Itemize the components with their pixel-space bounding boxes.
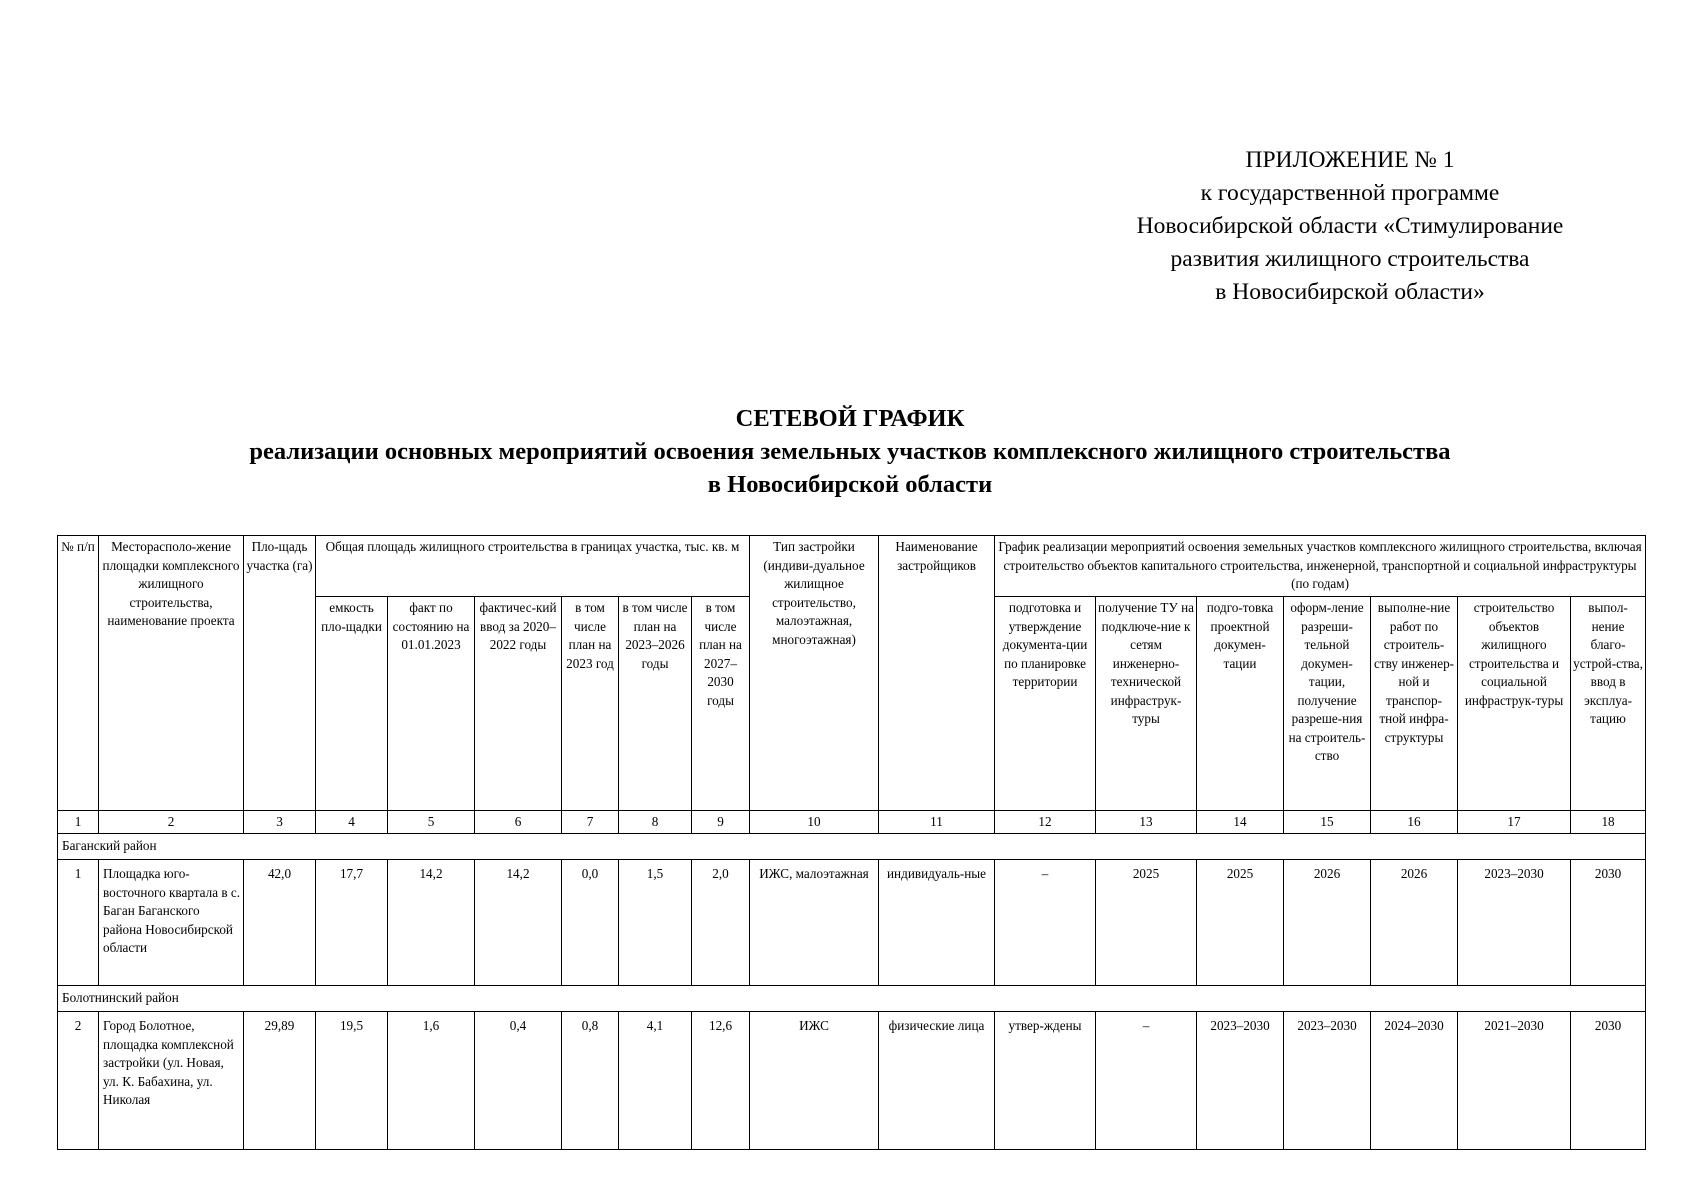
- cell-number: 1: [58, 860, 99, 986]
- header-actual-input: фактичес-кий ввод за 2020–2022 годы: [475, 597, 562, 811]
- table-row: [58, 1012, 1646, 1150]
- appendix-note: [1100, 144, 1600, 309]
- appendix-line: развития жилищного строительства: [1170, 246, 1530, 272]
- title-subtitle: реализации основных мероприятий освоения земельных участков комплексного жилищного строительства: [249, 438, 1451, 465]
- column-number: 9: [692, 811, 750, 834]
- cell-capacity: 17,7: [316, 860, 388, 986]
- cell-fact-2023: 1,6: [388, 1012, 475, 1150]
- cell-plan-2027-2030: 2,0: [692, 860, 750, 986]
- cell-construction: 2023–2030: [1458, 860, 1571, 986]
- column-number: 7: [562, 811, 619, 834]
- district-row: [58, 986, 1646, 1012]
- column-number: 6: [475, 811, 562, 834]
- cell-building-type: ИЖС, малоэтажная: [750, 860, 879, 986]
- cell-developers: индивидуаль-ные: [879, 860, 995, 986]
- column-number: 2: [99, 811, 244, 834]
- title-subtitle-region: в Новосибирской области: [707, 471, 993, 498]
- cell-plan-2023: 0,8: [562, 1012, 619, 1150]
- table-row: [58, 860, 1646, 986]
- schedule-table: [57, 535, 1646, 1150]
- cell-planning-docs: утвер-ждены: [995, 1012, 1096, 1150]
- header-planning-docs: подготовка и утверждение документа-ции по планировке территории: [995, 597, 1096, 811]
- column-number: 11: [879, 811, 995, 834]
- header-developers: Наименование застройщиков: [879, 536, 995, 811]
- appendix-line: в Новосибирской области»: [1215, 279, 1485, 305]
- cell-planning-docs: –: [995, 860, 1096, 986]
- appendix-line: Новосибирской области «Стимулирование: [1136, 213, 1564, 239]
- cell-plan-2023: 0,0: [562, 860, 619, 986]
- header-capacity: емкость пло-щадки: [316, 597, 388, 811]
- column-number: 13: [1096, 811, 1197, 834]
- column-number: 12: [995, 811, 1096, 834]
- header-project-docs: подго-товка проектной докумен-тации: [1197, 597, 1284, 811]
- column-number: 18: [1571, 811, 1646, 834]
- district-row: [58, 834, 1646, 860]
- column-number: 10: [750, 811, 879, 834]
- column-number: 14: [1197, 811, 1284, 834]
- cell-capacity: 19,5: [316, 1012, 388, 1150]
- cell-construction: 2021–2030: [1458, 1012, 1571, 1150]
- header-row-top: [58, 536, 1646, 597]
- column-number: 17: [1458, 811, 1571, 834]
- cell-permits: 2023–2030: [1284, 1012, 1371, 1150]
- header-tech-conditions: получение ТУ на подключе-ние к сетям инженерно-технической инфраструк-туры: [1096, 597, 1197, 811]
- cell-actual-input: 14,2: [475, 860, 562, 986]
- cell-location: Площадка юго-восточного квартала в с. Баган Баганского района Новосибирской области: [99, 860, 244, 986]
- header-infrastructure-works: выполне-ние работ по строитель-ству инженер-ной и транспор-тной инфра-структуры: [1371, 597, 1458, 811]
- cell-plan-2023-2026: 4,1: [619, 1012, 692, 1150]
- column-number-row: [58, 811, 1646, 834]
- cell-permits: 2026: [1284, 860, 1371, 986]
- cell-location: Город Болотное, площадка комплексной застройки (ул. Новая, ул. К. Бабахина, ул. Николая: [99, 1012, 244, 1150]
- header-fact-2023: факт по состоянию на 01.01.2023: [388, 597, 475, 811]
- cell-commissioning: 2030: [1571, 860, 1646, 986]
- district-name: Болотнинский район: [58, 986, 1646, 1012]
- cell-infrastructure-works: 2026: [1371, 860, 1458, 986]
- header-location: Месторасполо-жение площадки комплексного жилищного строительства, наименование проекта: [99, 536, 244, 811]
- column-number: 5: [388, 811, 475, 834]
- header-plan-2023: в том числе план на 2023 год: [562, 597, 619, 811]
- header-permits: оформ-ление разреши-тельной докумен-тации, получение разреше-ния на строитель-ство: [1284, 597, 1371, 811]
- header-building-type: Тип застройки (индиви-дуальное жилищное строительство, малоэтажная, многоэтажная): [750, 536, 879, 811]
- column-number: 1: [58, 811, 99, 834]
- header-plan-2027-2030: в том числе план на 2027–2030 годы: [692, 597, 750, 811]
- header-commissioning: выпол-нение благо-устрой-ства, ввод в эксплуа-тацию: [1571, 597, 1646, 811]
- cell-developers: физические лица: [879, 1012, 995, 1150]
- cell-commissioning: 2030: [1571, 1012, 1646, 1150]
- cell-tech-conditions: –: [1096, 1012, 1197, 1150]
- document-title: [60, 402, 1640, 501]
- title-main: СЕТЕВОЙ ГРАФИК: [735, 405, 965, 432]
- header-plan-2023-2026: в том числе план на 2023–2026 годы: [619, 597, 692, 811]
- cell-actual-input: 0,4: [475, 1012, 562, 1150]
- column-number: 16: [1371, 811, 1458, 834]
- header-number: № п/п: [58, 536, 99, 811]
- column-number: 4: [316, 811, 388, 834]
- column-number: 8: [619, 811, 692, 834]
- header-plot-area: Пло-щадь участка (га): [244, 536, 316, 811]
- header-construction: строительство объектов жилищного строительства и социальной инфраструк-туры: [1458, 597, 1571, 811]
- cell-plot-area: 29,89: [244, 1012, 316, 1150]
- cell-plot-area: 42,0: [244, 860, 316, 986]
- header-housing-area-group: Общая площадь жилищного строительства в границах участка, тыс. кв. м: [316, 536, 750, 597]
- cell-project-docs: 2025: [1197, 860, 1284, 986]
- cell-plan-2027-2030: 12,6: [692, 1012, 750, 1150]
- cell-plan-2023-2026: 1,5: [619, 860, 692, 986]
- appendix-line: ПРИЛОЖЕНИЕ № 1: [1245, 147, 1455, 173]
- cell-number: 2: [58, 1012, 99, 1150]
- cell-fact-2023: 14,2: [388, 860, 475, 986]
- cell-building-type: ИЖС: [750, 1012, 879, 1150]
- cell-project-docs: 2023–2030: [1197, 1012, 1284, 1150]
- column-number: 15: [1284, 811, 1371, 834]
- cell-tech-conditions: 2025: [1096, 860, 1197, 986]
- cell-infrastructure-works: 2024–2030: [1371, 1012, 1458, 1150]
- district-name: Баганский район: [58, 834, 1646, 860]
- appendix-line: к государственной программе: [1200, 180, 1500, 206]
- header-schedule-group: График реализации мероприятий освоения земельных участков комплексного жилищного строительства, включая строительство объектов капитального строительства, инженерной, транспортной и социальной инфраструктуры (по годам): [995, 536, 1646, 597]
- column-number: 3: [244, 811, 316, 834]
